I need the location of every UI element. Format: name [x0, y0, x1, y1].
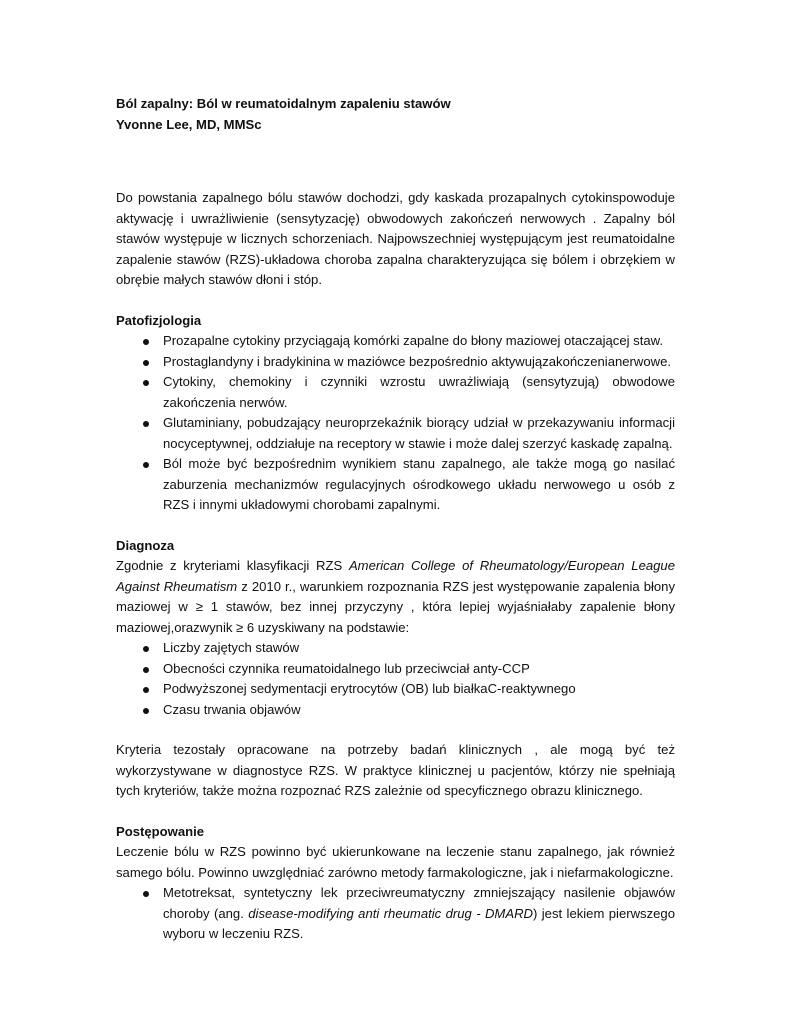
patofizjologia-list: [116, 331, 675, 516]
postepowanie-paragraph: Leczenie bólu w RZS powinno być ukierunkowane na leczenie stanu zapalnego, jak również samego bólu. Powinno uwzględniać zarówno metody farmakologiczne, jak i niefarmakologiczne.: [116, 844, 675, 880]
intro-paragraph: Do powstania zapalnego bólu stawów dochodzi, gdy kaskada prozapalnych cytokinspowoduje aktywację i uwrażliwienie (sensytyzację) obwodowych zakończeń nerwowych . Zapalny ból stawów występuje w licznych schorzeniach. Najpowszechniej występującym jest reumatoidalne zapalenie stawów (RZS)-układowa choroba zapalna charakteryzująca się bólem i obrzękiem w obrębie małych stawów dłoni i stóp.: [116, 190, 675, 287]
document-author: Yvonne Lee, MD, MMSc: [116, 116, 262, 132]
list-item: Prostaglandyny i bradykinina w maziówce bezpośrednio aktywujązakończenianerwowe.: [116, 352, 675, 373]
diagnoza-text-b: z 2010 r., warunkiem rozpoznania RZS jest występowanie zapalenia błony maziowej w ≥ 1 stawów, bez innej przyczyny , która lepiej wyjaśniałaby zapalenie błony maziowej,orazwynik ≥ 6 uzyskiwany na podstawie:: [116, 578, 676, 635]
diagnoza-text-a: Zgodnie z kryteriami klasyfikacji RZS: [116, 558, 349, 573]
diagnoza-text-italic: American College of Rheumatology/European League Against Rheumatism: [116, 558, 675, 594]
item-text-b: ) jest lekiem pierwszego wyboru w leczeniu RZS.: [163, 905, 676, 941]
item-text-a: Metotreksat, syntetyczny lek przeciwreumatyczny zmniejszający nasilenie objawów choroby (ang.: [163, 885, 675, 921]
document-title: Ból zapalny: Ból w reumatoidalnym zapaleniu stawów: [116, 96, 451, 111]
postepowanie-list: [116, 883, 675, 945]
diagnoza-list: [116, 638, 675, 720]
list-item: Ból może być bezpośrednim wynikiem stanu zapalnego, ale także mogą go nasilać zaburzenia mechanizmów regulacyjnych ośrodkowego układu nerwowego u osób z RZS i innymi układowymi chorobami zapalnymi.: [116, 454, 675, 516]
diagnoza-paragraph: [116, 556, 675, 638]
list-item: Cytokiny, chemokiny i czynniki wzrostu uwrażliwiają (sensytyzują) obwodowe zakończenia nerwów.: [116, 372, 675, 413]
section-heading-postepowanie: Postępowanie: [116, 823, 205, 839]
section-heading-patofizjologia: Patofizjologia: [116, 312, 202, 328]
list-item: Podwyższonej sedymentacji erytrocytów (OB) lub białkaC-reaktywnego: [116, 679, 675, 700]
section-heading-diagnoza: Diagnoza: [116, 537, 175, 553]
list-item: Glutaminiany, pobudzający neuroprzekaźnik biorący udział w przekazywaniu informacji nocyceptywnej, oddziałuje na receptory w stawie i może dalej szerzyć kaskadę zapalną.: [116, 413, 675, 454]
list-item: Obecności czynnika reumatoidalnego lub przeciwciał anty-CCP: [116, 659, 675, 680]
list-item: [116, 883, 675, 945]
list-item: Prozapalne cytokiny przyciągają komórki zapalne do błony maziowej otaczającej staw.: [116, 331, 675, 352]
spacer: [116, 135, 675, 188]
item-text-italic: disease-modifying anti rheumatic drug - DMARD: [248, 905, 533, 921]
list-item: Liczby zajętych stawów: [116, 638, 675, 659]
list-item: Czasu trwania objawów: [116, 700, 675, 721]
diagnoza-paragraph-2: Kryteria tezostały opracowane na potrzeby badań klinicznych , ale mogą być też wykorzystywane w diagnostyce RZS. W praktyce klinicznej u pacjentów, którzy nie spełniają tych kryteriów, także można rozpoznać RZS zależnie od specyficznego obrazu klinicznego.: [116, 742, 675, 798]
